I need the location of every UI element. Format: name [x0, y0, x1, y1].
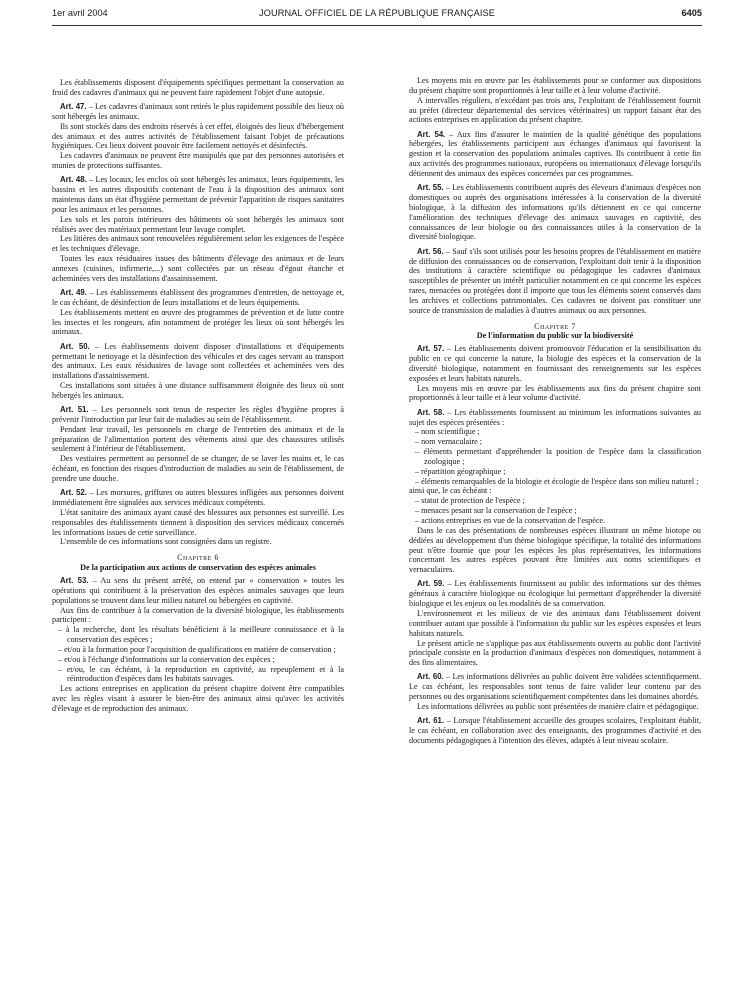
paragraph: Les établissements disposent d'équipements spécifiques permettant la conservation au froid des cadavres d'animaux qui ne peuvent faire rapidement l'objet d'une autopsie. [52, 78, 344, 97]
article-label: Art. 57. [417, 344, 445, 354]
chapter-title: De la participation aux actions de conservation des espèces animales [80, 563, 316, 573]
article-label: Art. 53. [60, 576, 89, 585]
dash-list [409, 496, 701, 526]
article-53 [52, 576, 344, 606]
paragraph: L'ensemble de ces informations sont consignées dans un registre. [60, 537, 272, 547]
article-text: – Les établissements établissent des programmes d'entretien, de nettoyage et, le cas échéant, de désinfection de leurs installations et de leurs équipements. [52, 288, 344, 307]
article-text: – Les locaux, les enclos où sont hébergés les animaux, leurs équipements, les bassins et les autres dispositifs contenant de l'eau à la disposition des animaux sont maintenus dans un état d'hygiène permettant de prévenir l'apparition de risques sanitaires pour les animaux et les personnes. [52, 175, 344, 214]
paragraph: Dans le cas des présentations de nombreuses espèces illustrant un même biotope ou dédiées au développement d'un thème biologique spécifique, la totalité des informations peut n'être fournie que pour les espèces les plus représentatives, les informations concernant les autres espèces pouvant être limitées aux noms scientifiques et vernaculaires. [409, 525, 701, 575]
list-item: – et/ou, le cas échéant, à la reproduction en captivité, au repeuplement et à la réintroduction d'espèces dans les habitats sauvages. [52, 665, 344, 685]
article-52 [52, 488, 344, 508]
list-item: – menaces pesant sur la conservation de l'espèce ; [409, 506, 701, 516]
article-label: Art. 59. [417, 579, 445, 589]
article-text: – Les établissements doivent promouvoir l'éducation et la sensibilisation du public en ce qui concerne la nature, la biologie des espèces et la conservation de la diversité biologique, notamment en fournissant des renseignements sur les espèces exposées et leurs habitats naturels. [409, 344, 701, 383]
list-item: – actions entreprises en vue de la conservation de l'espèce. [409, 516, 701, 526]
article-47 [52, 102, 344, 122]
list-item: – à la recherche, dont les résultats bénéficient à la meilleure connaissance et à la conservation des espèces ; [52, 625, 344, 645]
paragraph: Le présent article ne s'applique pas aux établissements ouverts au public dont l'activité principale consiste en la production d'animaux d'espèces non domestiques, notamment à des fins alimentaires. [409, 638, 701, 668]
article-text: – Les établissements contribuent auprès des éleveurs d'animaux d'espèces non domestiques ou auprès des organisations intéressées à la conservation de la diversité biologique, à la diffusion des informations qu'ils détiennent en ce qui concerne l'amélioration des techniques d'élevage des animaux sauvages en captivité, des connaissances de leur biologie ou des connaissances utiles à la conservation de la diversité biologique. [409, 183, 701, 242]
article-55 [409, 183, 701, 242]
header-page-number: 6405 [681, 8, 702, 18]
article-51 [52, 405, 344, 425]
list-item: – et/ou à l'échange d'informations sur la conservation des espèces ; [52, 655, 344, 665]
left-column [52, 78, 344, 714]
article-label: Art. 61. [417, 716, 445, 726]
paragraph: Les litières des animaux sont renouvelées régulièrement selon les exigences de l'espèce et les techniques d'élevage. [52, 234, 344, 254]
article-text: – Les personnels sont tenus de respecter les règles d'hygiène propres à prévenir l'introduction par leur fait de maladies au sein de l'établissement. [52, 405, 345, 424]
article-label: Art. 54. [417, 129, 446, 139]
paragraph: L'environnement et les milieux de vie des animaux dans l'établissement doivent contribuer autant que possible à l'information du public sur les espèces exposées et leurs habitats naturels. [409, 608, 701, 638]
article-text: – Lorsque l'établissement accueille des groupes scolaires, l'exploitant établit, le cas échéant, en collaboration avec des enseignants, des programmes d'activité et des documents pédagogiques à l'intention des élèves, adaptés à leur niveau scolaire. [409, 716, 701, 745]
paragraph: Les cadavres d'animaux ne peuvent être manipulés que par des personnes autorisées et munies de protections suffisantes. [52, 151, 344, 171]
list-item: – nom vernaculaire ; [409, 437, 701, 447]
article-48 [52, 175, 344, 214]
paragraph: Les informations délivrées au public sont présentées de manière claire et pédagogique. [417, 701, 699, 711]
article-text: – Les morsures, griffures ou autres blessures infligées aux personnes doivent immédiatement être signalées aux services médicaux compétents. [52, 488, 345, 508]
article-label: Art. 58. [417, 407, 445, 417]
paragraph: Les moyens mis en œuvre par les établissements aux fins du présent chapitre sont proportionnés à leur taille et à leur volume d'activité. [409, 383, 701, 403]
article-60 [409, 672, 701, 702]
article-label: Art. 52. [60, 488, 87, 498]
article-label: Art. 47. [60, 102, 87, 112]
paragraph: Les établissements mettent en œuvre des programmes de prévention et de lutte contre les insectes et les rongeurs, afin notamment de protéger les lieux où sont hébergés les animaux. [52, 307, 344, 337]
paragraph: Aux fins de contribuer à la conservation de la diversité biologique, les établissements participent : [52, 605, 344, 625]
chapter-title: De l'information du public sur la biodiversité [476, 331, 634, 341]
paragraph: A intervalles réguliers, n'excédant pas trois ans, l'exploitant de l'établissement fournit au préfet (directeur départemental des services vétérinaires) un rapport faisant état des actions entreprises en application du présent chapitre. [409, 95, 701, 125]
article-text: – Au sens du présent arrêté, on entend par « conservation » toutes les opérations qui contribuent à la préservation des espèces animales sauvages que leurs populations se trouvent dans leur milieu naturel ou hébergées en captivité. [52, 576, 345, 605]
article-text: – Sauf s'ils sont utilisés pour les besoins propres de l'établissement en matière de diffusion des connaissances ou de conservation, l'exploitant doit tenir à la disposition des institutions à caractère scientifique ou pédagogique les cadavres d'animaux susceptibles de présenter un intérêt particulier notamment en ce qui concerne les espèces rares, menacées ou protégées dont il importe que tous les éléments soient conservés dans les archives et collections patrimoniales. Ces cadavres ne doivent pas constituer une source de transmission de maladies à d'autres animaux ou aux personnes. [409, 246, 701, 315]
paragraph: ainsi que, le cas échéant : [409, 486, 492, 496]
paragraph: Les actions entreprises en application du présent chapitre doivent être compatibles avec les règles visant à assurer le bien-être des animaux ainsi qu'avec les activités d'élevage et de reproduction des animaux. [52, 684, 344, 713]
article-text: – Les établissements fournissent au minimum les informations suivantes au sujet des espèces présentées : [409, 407, 701, 427]
list-item: – et/ou à la formation pour l'acquisition de qualifications en matière de conservation ; [52, 645, 344, 655]
article-label: Art. 56. [417, 246, 444, 256]
article-label: Art. 48. [60, 175, 87, 185]
article-58 [409, 408, 701, 428]
article-54 [409, 130, 701, 179]
article-label: Art. 50. [60, 341, 90, 351]
paragraph: Ces installations sont situées à une distance suffisamment éloignée des lieux où sont hébergés les animaux. [52, 381, 344, 400]
article-label: Art. 55. [417, 183, 444, 193]
paragraph: Ils sont stockés dans des endroits réservés à cet effet, éloignés des lieux d'hébergement des animaux et des autres activités de l'établissement faisant l'objet de précautions hygiéniques. Ces lieux doivent pouvoir être facilement nettoyés et désinfectés. [52, 121, 344, 151]
article-49 [52, 288, 344, 308]
article-50 [52, 342, 344, 381]
list-item: – répartition géographique ; [409, 467, 701, 477]
list-item: – éléments permettant d'appréhender la position de l'espèce dans la classification zoologique ; [409, 447, 701, 467]
list-item: – statut de protection de l'espèce ; [409, 496, 701, 506]
page-header [52, 6, 702, 26]
chapter-heading: Chapitre 7 [534, 321, 576, 331]
article-text: – Les cadavres d'animaux sont retirés le plus rapidement possible des lieux où sont hébergés les animaux. [52, 102, 344, 121]
list-item: – éléments remarquables de la biologie et écologie de l'espèce dans son milieu naturel ; [409, 477, 701, 487]
article-label: Art. 51. [60, 405, 89, 415]
article-56 [409, 247, 701, 316]
paragraph: Les sols et les parois intérieures des bâtiments où sont hébergés les animaux sont réalisés avec des matériaux permettant leur lavage complet. [52, 214, 344, 234]
paragraph: Toutes les eaux résiduaires issues des bâtiments d'élevage des animaux et de leurs annexes (cuisines, infirmerie,...) sont collectées par un réseau d'égout étanche et acheminées vers des installations d'assainissement. [52, 254, 344, 283]
article-text: – Les établissements doivent disposer d'installations et d'équipements permettant le nettoyage et la désinfection des véhicules et des cages servant au transport des animaux. Les eaux résiduaires de lavage sont collectées et acheminées vers des installations d'assainissement. [52, 341, 344, 381]
dash-list [52, 625, 344, 684]
dash-list [409, 427, 701, 486]
article-label: Art. 49. [60, 288, 87, 298]
article-57 [409, 344, 701, 383]
article-text: – Les établissements fournissent au public des informations sur des thèmes généraux à caractère biologique ou écologique lui permettant d'appréhender la diversité biologique et les enjeux ou les modalités de sa conservation. [409, 579, 701, 609]
header-title: JOURNAL OFFICIEL DE LA RÉPUBLIQUE FRANÇAISE [259, 8, 495, 18]
right-column [409, 76, 701, 746]
chapter-heading: Chapitre 6 [177, 553, 219, 563]
article-61 [409, 716, 701, 746]
list-item: – nom scientifique ; [409, 427, 701, 437]
article-label: Art. 60. [417, 672, 444, 682]
paragraph: L'état sanitaire des animaux ayant causé des blessures aux personnes est surveillé. Les responsables des établissements tiennent à disposition des services médicaux concernés les informations issues de cette surveillance. [52, 507, 344, 537]
paragraph: Pendant leur travail, les personnels en charge de l'entretien des animaux et de la préparation de l'alimentation portent des vêtements ainsi que des chaussures utilisés seulement à l'intérieur de l'établissement. [52, 424, 344, 454]
article-text: – Aux fins d'assurer le maintien de la qualité génétique des populations hébergées, les établissements participent aux échanges d'animaux qui favorisent la gestion et la conservation des populations animales captives. Ils contribuent à cette fin aux activités des programmes nationaux, européens ou internationaux d'élevage lorsqu'ils détiennent des animaux des espèces concernées par ces programmes. [409, 129, 701, 178]
paragraph: Les moyens mis en œuvre par les établissements pour se conformer aux dispositions du présent chapitre sont proportionnés à leur taille et à leur volume d'activité. [409, 76, 701, 95]
article-59 [409, 579, 701, 609]
article-text: – Les informations délivrées au public doivent être validées scientifiquement. Le cas échéant, les responsables sont tenus de faire valider leur contenu par des personnes ou des organisations scientifiquement compétentes dans les domaines abordés. [409, 672, 701, 702]
header-date: 1er avril 2004 [52, 8, 108, 18]
paragraph: Des vestiaires permettent au personnel de se changer, de se laver les mains et, le cas échéant, en fonction des risques d'introduction de maladies au sein de l'établissement, de prendre une douche. [52, 454, 344, 484]
